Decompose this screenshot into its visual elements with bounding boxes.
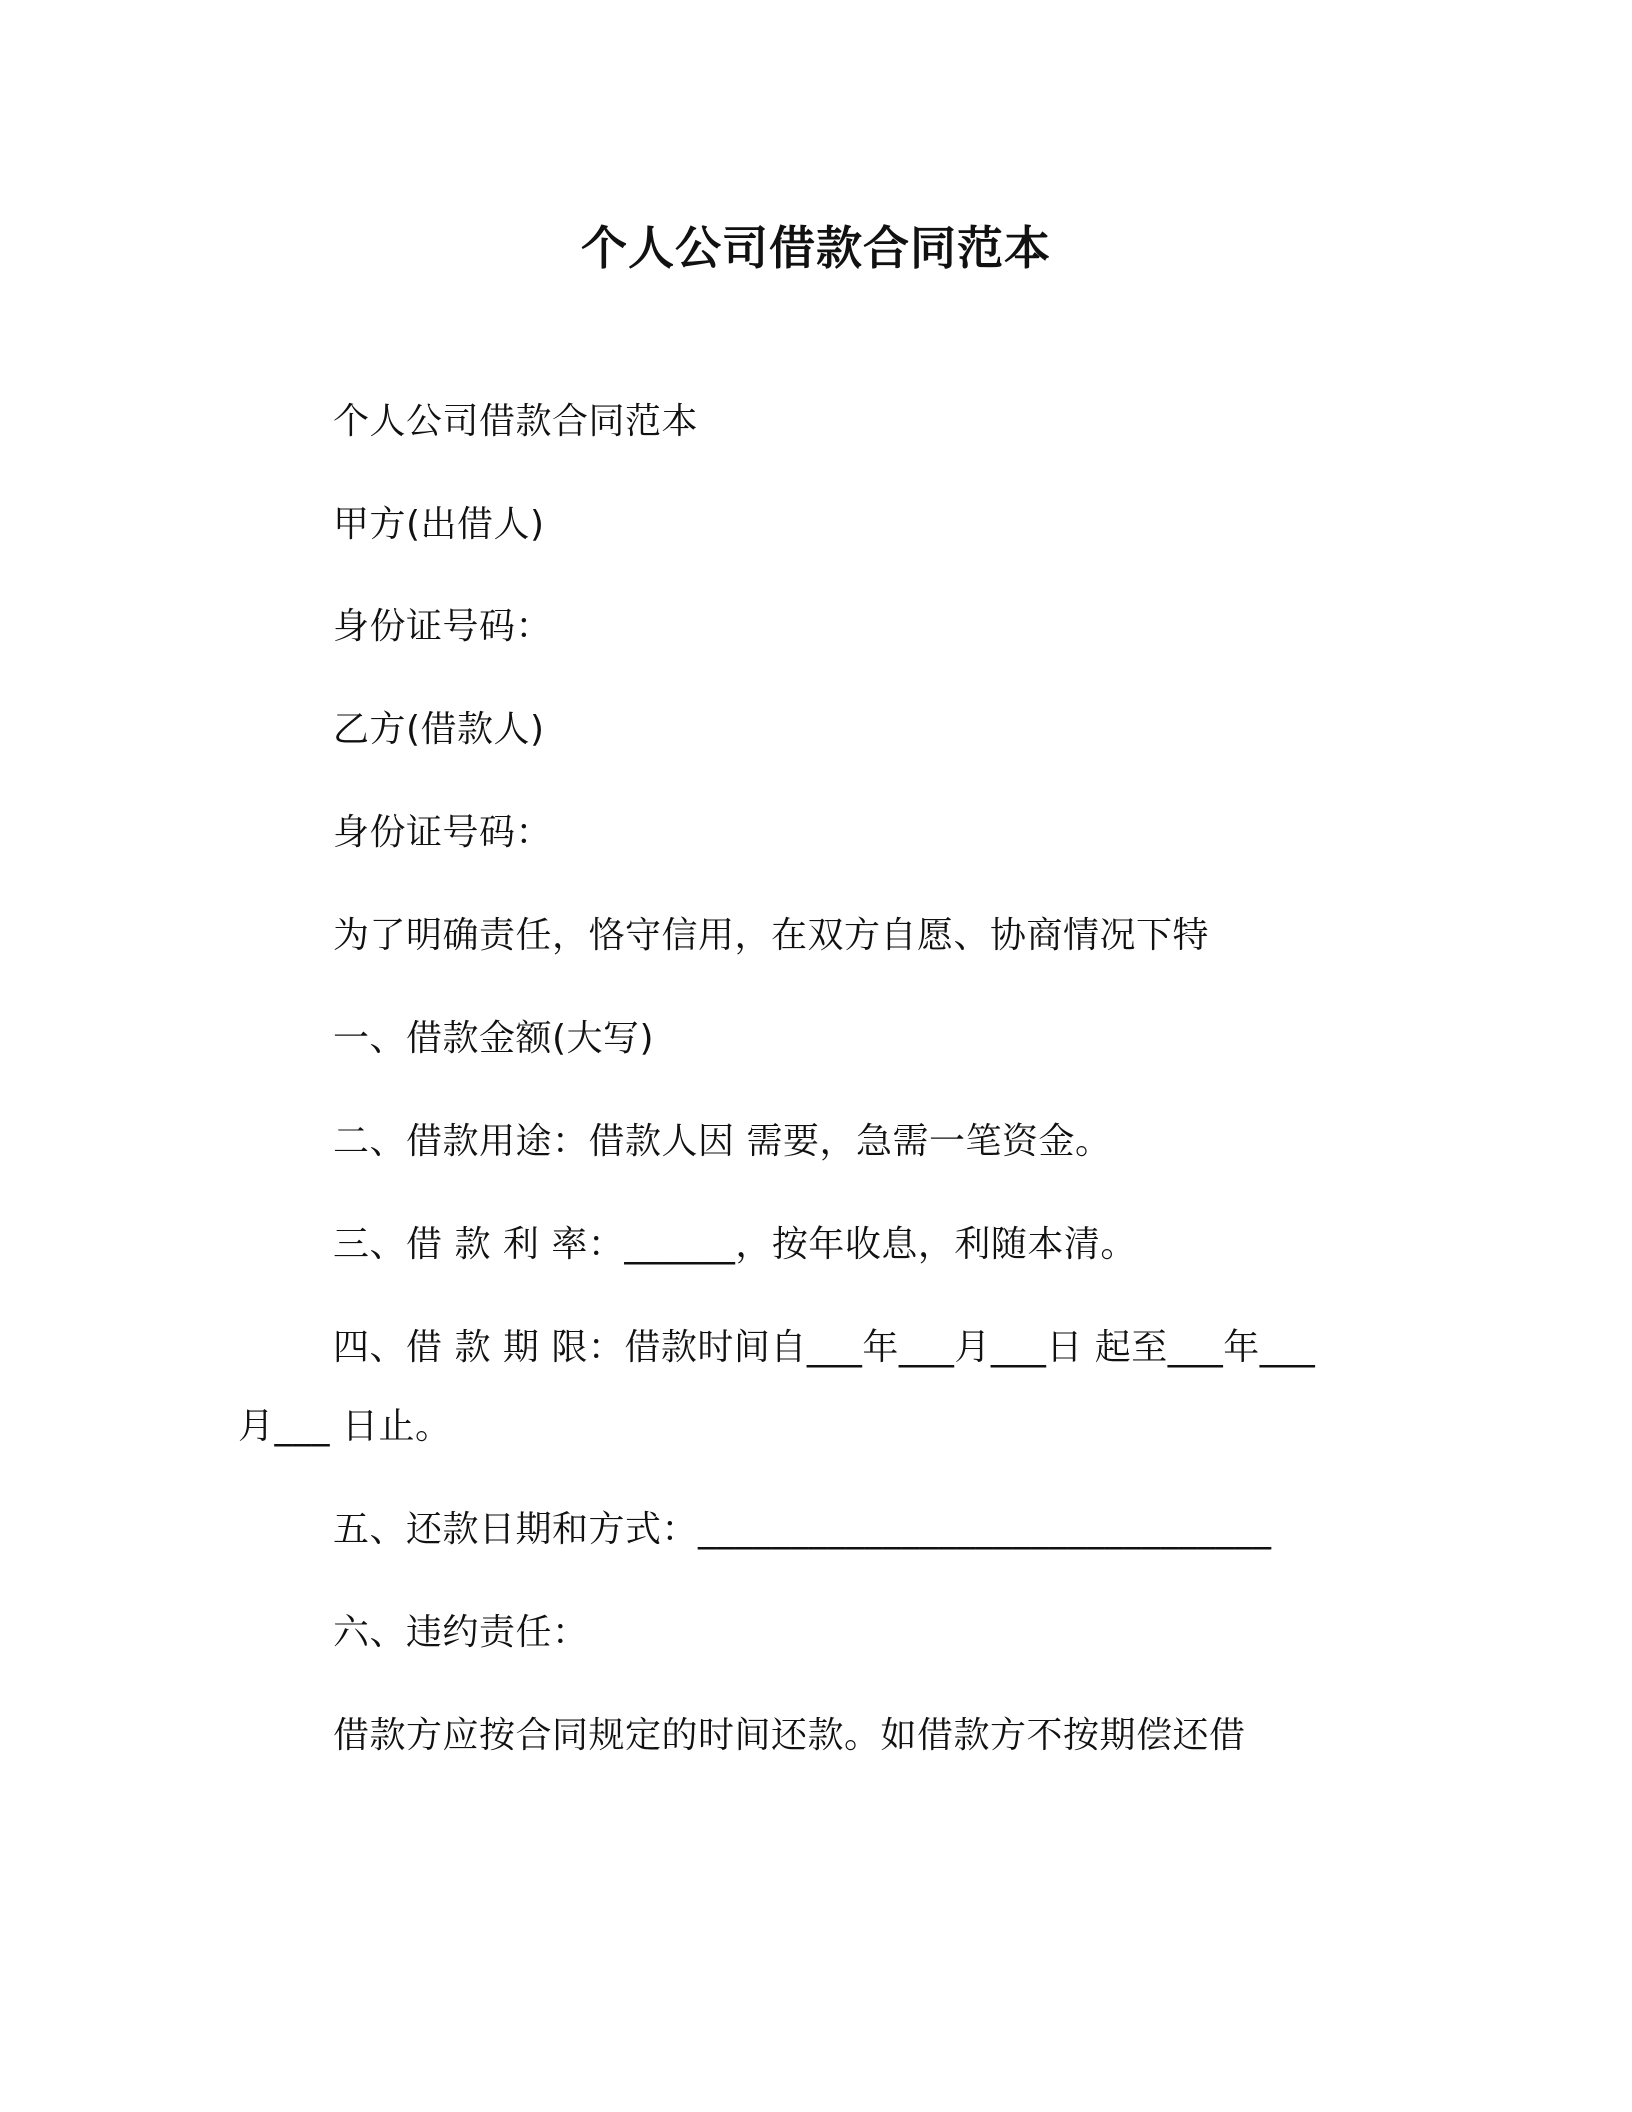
clause-interest-rate: 三、借 款 利 率：______，按年收息，利随本清。 [333, 1224, 1137, 1265]
borrower-label: 乙方(借款人) [333, 709, 545, 750]
document-title: 个人公司借款合同范本 [581, 221, 1051, 275]
subtitle-line: 个人公司借款合同范本 [333, 401, 699, 442]
clause-loan-purpose: 二、借款用途：借款人因 需要，急需一笔资金。 [333, 1121, 1112, 1162]
default-liability-text: 借款方应按合同规定的时间还款。如借款方不按期偿还借 [333, 1715, 1246, 1756]
lender-label: 甲方(出借人) [333, 504, 545, 545]
borrower-id-label: 身份证号码： [333, 812, 553, 853]
lender-id-label: 身份证号码： [333, 606, 553, 647]
clause-loan-amount: 一、借款金额(大写) [333, 1018, 655, 1059]
clause-default-liability: 六、违约责任： [333, 1612, 589, 1653]
clause-loan-term: 四、借 款 期 限：借款时间自___年___月___日 起至___年___ [333, 1327, 1316, 1368]
preamble-text: 为了明确责任，恪守信用，在双方自愿、协商情况下特 [333, 915, 1210, 956]
clause-loan-term-continued: 月___ 日止。 [238, 1406, 452, 1447]
clause-repayment: 五、还款日期和方式：_______________________________ [333, 1509, 1272, 1550]
